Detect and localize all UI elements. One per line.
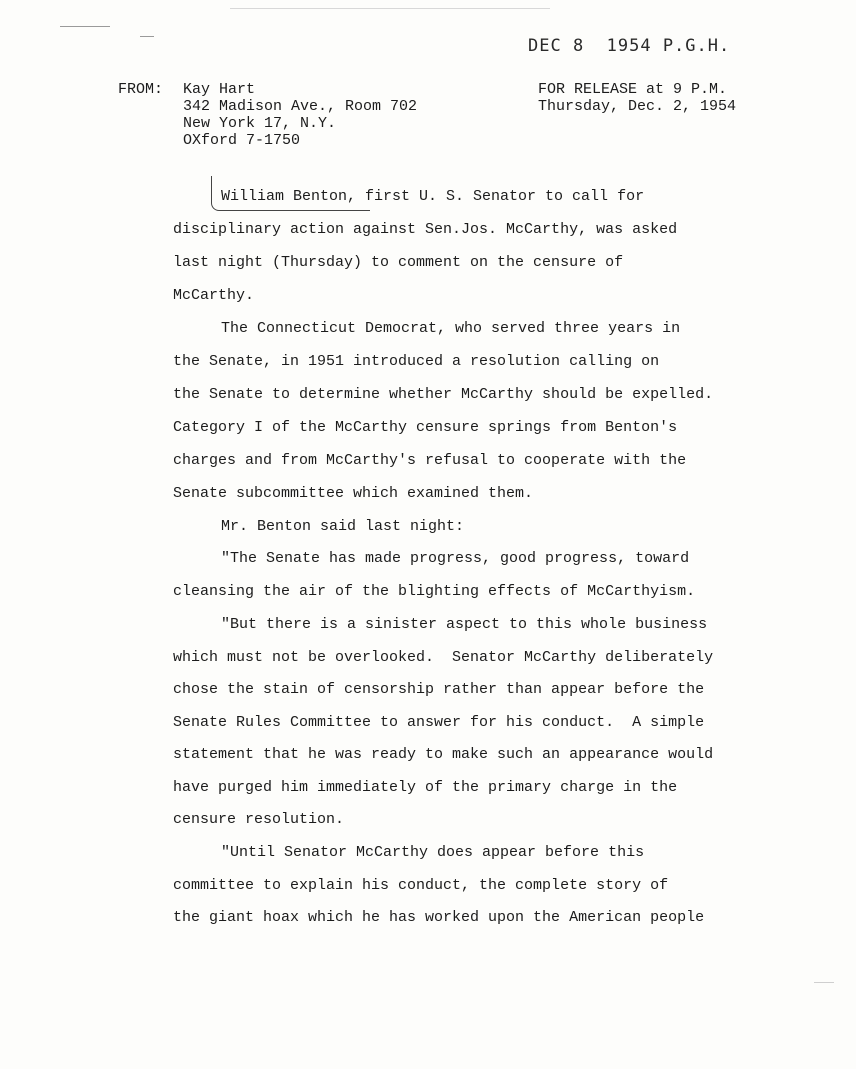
body-line: which must not be overlooked. Senator McCarthy deliberately: [173, 649, 714, 666]
scan-smudge: [60, 26, 110, 27]
body-line: chose the stain of censorship rather than appear before the: [173, 681, 705, 698]
body-line: cleansing the air of the blighting effects of McCarthyism.: [173, 583, 696, 600]
body-line: Category I of the McCarthy censure springs from Benton's: [173, 419, 678, 436]
address-line: New York 17, N.Y.: [183, 115, 337, 132]
body-line: the Senate, in 1951 introduced a resolution calling on: [173, 353, 660, 370]
release-line: Thursday, Dec. 2, 1954: [538, 98, 737, 115]
body-line: the Senate to determine whether McCarthy should be expelled.: [173, 386, 714, 403]
sender-address: [183, 81, 417, 149]
body-line: "The Senate has made progress, good progress, toward: [221, 550, 690, 567]
release-notice: [538, 81, 736, 115]
body-line: Mr. Benton said last night:: [221, 518, 465, 535]
body-line: committee to explain his conduct, the complete story of: [173, 877, 669, 894]
body-line: Senate Rules Committee to answer for his conduct. A simple: [173, 714, 705, 731]
from-label: FROM:: [118, 81, 164, 98]
body-line: the giant hoax which he has worked upon the American people: [173, 909, 705, 926]
scan-edge-mark: [814, 982, 834, 983]
address-line: 342 Madison Ave., Room 702: [183, 98, 418, 115]
body-line: "But there is a sinister aspect to this whole business: [221, 616, 708, 633]
date-received-stamp: DEC 8 1954 P.G.H.: [528, 36, 731, 56]
address-line: Kay Hart: [183, 81, 256, 98]
body-line: The Connecticut Democrat, who served three years in: [221, 320, 681, 337]
body-line: censure resolution.: [173, 811, 345, 828]
address-line: OXford 7-1750: [183, 132, 301, 149]
body-line: last night (Thursday) to comment on the censure of: [173, 254, 624, 271]
scan-smudge: [140, 36, 154, 37]
body-line: McCarthy.: [173, 287, 255, 304]
body-line: William Benton, first U. S. Senator to call for: [221, 188, 645, 205]
body-line: disciplinary action against Sen.Jos. McCarthy, was asked: [173, 221, 678, 238]
body-line: charges and from McCarthy's refusal to cooperate with the: [173, 452, 687, 469]
body-line: have purged him immediately of the primary charge in the: [173, 779, 678, 796]
scan-smudge: [230, 8, 550, 9]
release-line: FOR RELEASE at 9 P.M.: [538, 81, 728, 98]
body-line: "Until Senator McCarthy does appear before this: [221, 844, 645, 861]
body-line: Senate subcommittee which examined them.: [173, 485, 534, 502]
body-line: statement that he was ready to make such an appearance would: [173, 746, 714, 763]
